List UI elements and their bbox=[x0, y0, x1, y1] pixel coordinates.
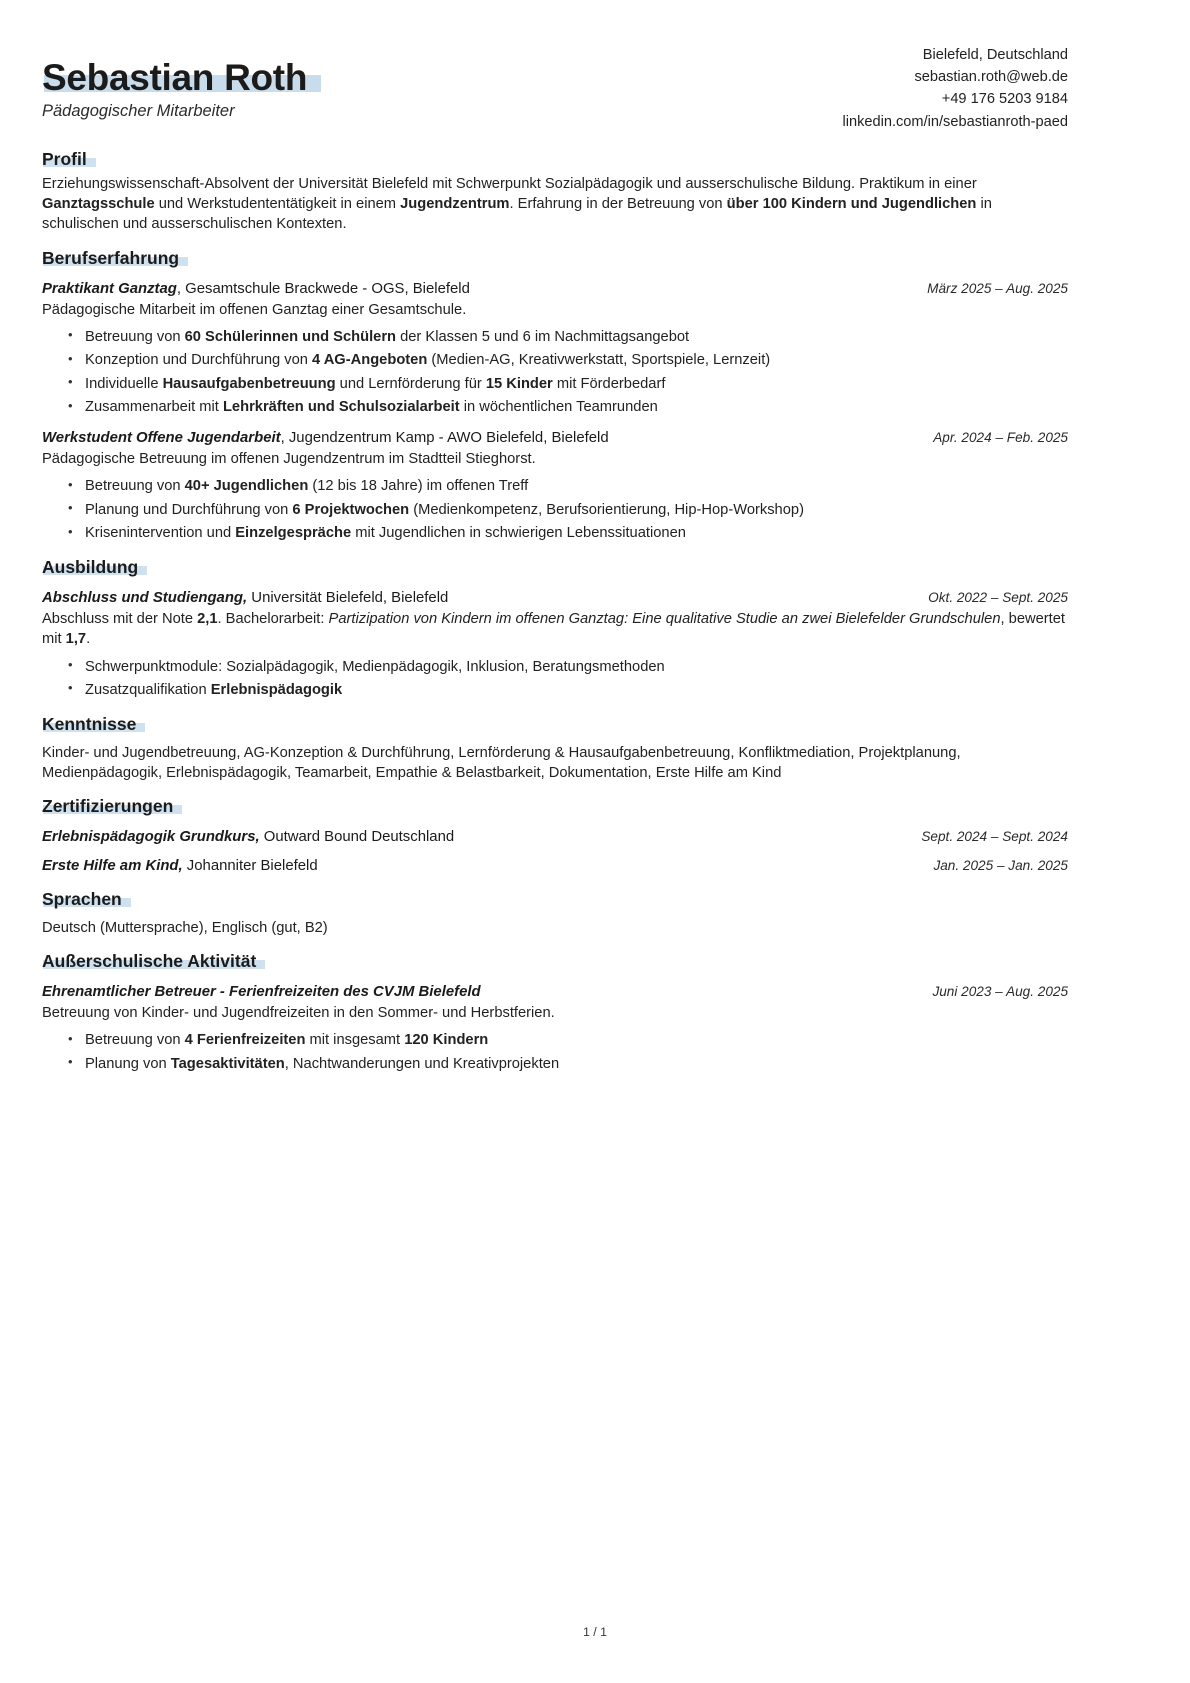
entry-role: Abschluss und Studiengang, bbox=[42, 589, 248, 606]
entry-title bbox=[42, 279, 470, 299]
text-run: mit Förderbedarf bbox=[552, 375, 666, 392]
emphasis-italic: Partizipation von Kindern im offenen Ganztag: Eine qualitative Studie an zwei Bielefelder Grundschulen bbox=[328, 611, 1001, 628]
section-title-kenntnisse: Kenntnisse bbox=[42, 713, 137, 734]
identity-block bbox=[42, 42, 307, 122]
contact-email[interactable]: sebastian.roth@web.de bbox=[914, 69, 1068, 86]
certification-name: Erste Hilfe am Kind, bbox=[42, 857, 183, 874]
bullet-item bbox=[68, 1054, 1068, 1075]
entry-header-row bbox=[42, 279, 1068, 299]
text-run: Krisenintervention und bbox=[85, 525, 236, 542]
entry-title bbox=[42, 982, 481, 1002]
text-run: Betreuung von bbox=[85, 328, 185, 345]
certification-date-range: Jan. 2025 – Jan. 2025 bbox=[933, 857, 1068, 873]
section-aktivitaet bbox=[42, 951, 1068, 1075]
section-ausbildung bbox=[42, 557, 1068, 701]
entry-role: Praktikant Ganztag bbox=[42, 280, 177, 297]
bullet-item bbox=[68, 1030, 1068, 1051]
emphasis-bold: Ganztagsschule bbox=[42, 195, 155, 212]
emphasis-bold: 2,1 bbox=[197, 611, 218, 628]
experience-entry-list bbox=[42, 279, 1068, 544]
bullet-item bbox=[68, 327, 1068, 348]
bullet-item bbox=[68, 500, 1068, 521]
emphasis-bold: 15 Kinder bbox=[485, 375, 553, 392]
text-run: mit insgesamt bbox=[305, 1032, 405, 1049]
kenntnisse-text: Kinder- und Jugendbetreuung, AG-Konzeption & Durchführung, Lernförderung & Hausaufgabenbetreuung, Konfliktmediation, Projektplanung, Medienpädagogik, Erlebnispädagogik, Teamarbeit, Empathie & Belastbarkeit, Dokumentation, Erste Hilfe am Kind bbox=[42, 744, 961, 782]
certification-row bbox=[42, 827, 1068, 847]
text-run: , Nachtwanderungen und Kreativprojekten bbox=[284, 1055, 560, 1072]
page-indicator: 1 / 1 bbox=[582, 1625, 608, 1639]
text-run: Erziehungswissenschaft-Absolvent der Universität Bielefeld mit Schwerpunkt Sozialpädagogik und ausserschulische Bildung. Praktikum in einer bbox=[42, 175, 977, 192]
bullet-list bbox=[42, 657, 1068, 701]
text-run: Planung und Durchführung von bbox=[85, 501, 293, 518]
entry-date-range: Juni 2023 – Aug. 2025 bbox=[932, 983, 1068, 999]
candidate-job-title: Pädagogischer Mitarbeiter bbox=[42, 101, 235, 120]
text-run: Konzeption und Durchführung von bbox=[85, 352, 312, 369]
certification-title bbox=[42, 827, 454, 847]
bullet-item bbox=[68, 350, 1068, 371]
emphasis-bold: Erlebnispädagogik bbox=[210, 681, 343, 698]
section-title-sprachen: Sprachen bbox=[42, 888, 122, 909]
text-run: und Werkstudententätigkeit in einem bbox=[154, 195, 401, 212]
entry-subtitle: Pädagogische Mitarbeit im offenen Ganztag einer Gesamtschule. bbox=[42, 301, 467, 318]
text-run: , bewertet mit bbox=[42, 611, 1065, 648]
bullet-list bbox=[42, 1030, 1068, 1074]
emphasis-bold: 4 Ferienfreizeiten bbox=[184, 1032, 306, 1049]
text-run: . Erfahrung in der Betreuung von bbox=[509, 195, 727, 212]
bullet-list bbox=[42, 327, 1068, 418]
text-run: . Bachelorarbeit: bbox=[217, 611, 329, 628]
bullet-list bbox=[42, 476, 1068, 544]
emphasis-bold: über 100 Kindern und Jugendlichen bbox=[726, 195, 977, 212]
emphasis-bold: Tagesaktivitäten bbox=[170, 1055, 285, 1072]
text-run: in schulischen und ausserschulischen Kontexten. bbox=[42, 195, 992, 233]
page-footer bbox=[0, 1625, 1190, 1639]
text-run: Betreuung von bbox=[85, 478, 185, 495]
contact-location: Bielefeld, Deutschland bbox=[922, 47, 1068, 63]
section-heading-wrapper bbox=[42, 714, 136, 735]
section-kenntnisse bbox=[42, 714, 1068, 784]
certification-name: Erlebnispädagogik Grundkurs, bbox=[42, 829, 260, 846]
emphasis-bold: 4 AG-Angeboten bbox=[312, 352, 428, 369]
resume-header bbox=[42, 42, 1068, 133]
bullet-item bbox=[68, 397, 1068, 418]
section-title-ausbildung: Ausbildung bbox=[42, 556, 139, 577]
text-run: Zusatzqualifikation bbox=[85, 681, 211, 698]
emphasis-bold: 120 Kindern bbox=[404, 1032, 489, 1049]
text-run: Schwerpunktmodule: Sozialpädagogik, Medienpädagogik, Inklusion, Beratungsmethoden bbox=[85, 658, 665, 675]
certification-title bbox=[42, 856, 318, 876]
entry-header-row bbox=[42, 588, 1068, 608]
emphasis-bold: 1,7 bbox=[65, 631, 87, 648]
profil-text bbox=[42, 174, 1068, 235]
section-title-zertifizierungen: Zertifizierungen bbox=[42, 796, 174, 817]
emphasis-bold: 6 Projektwochen bbox=[292, 501, 410, 518]
entry-header-row bbox=[42, 982, 1068, 1002]
resume-entry bbox=[42, 982, 1068, 1075]
text-run: und Lernförderung für bbox=[335, 375, 486, 392]
text-run: (12 bis 18 Jahre) im offenen Treff bbox=[308, 478, 529, 495]
emphasis-bold: Jugendzentrum bbox=[400, 195, 510, 212]
bullet-item bbox=[68, 657, 1068, 678]
bullet-item bbox=[68, 680, 1068, 701]
text-run: Abschluss mit der Note bbox=[42, 611, 198, 628]
entry-date-range: März 2025 – Aug. 2025 bbox=[927, 280, 1068, 296]
certification-list bbox=[42, 827, 1068, 875]
text-run: der Klassen 5 und 6 im Nachmittagsangebot bbox=[396, 328, 690, 345]
entry-title bbox=[42, 428, 609, 448]
entry-role: Werkstudent Offene Jugendarbeit bbox=[42, 429, 281, 446]
section-title-profil: Profil bbox=[42, 148, 87, 169]
text-run: Zusammenarbeit mit bbox=[85, 399, 223, 416]
entry-organization: , Gesamtschule Brackwede - OGS, Bielefeld bbox=[176, 280, 470, 297]
section-title-berufserfahrung: Berufserfahrung bbox=[42, 247, 180, 268]
entry-date-range: Apr. 2024 – Feb. 2025 bbox=[933, 429, 1068, 445]
section-heading-wrapper bbox=[42, 557, 138, 578]
resume-sheet bbox=[42, 42, 1068, 1077]
section-heading-wrapper bbox=[42, 889, 122, 910]
activity-entry-list bbox=[42, 982, 1068, 1075]
bullet-item bbox=[68, 476, 1068, 497]
bullet-item bbox=[68, 374, 1068, 395]
resume-entry bbox=[42, 428, 1068, 544]
section-zertifizierungen bbox=[42, 796, 1068, 875]
entry-title bbox=[42, 588, 448, 608]
section-sprachen bbox=[42, 889, 1068, 938]
candidate-name: Sebastian Roth bbox=[42, 57, 308, 98]
education-entry-list bbox=[42, 588, 1068, 701]
text-run: Betreuung von bbox=[85, 1032, 185, 1049]
section-title-aktivitaet: Außerschulische Aktivität bbox=[42, 950, 257, 971]
text-run: (Medien-AG, Kreativwerkstatt, Sportspiele, Lernzeit) bbox=[427, 352, 771, 369]
emphasis-bold: Einzelgespräche bbox=[235, 525, 352, 542]
text-run: . bbox=[86, 631, 91, 648]
resume-entry bbox=[42, 279, 1068, 418]
section-berufserfahrung bbox=[42, 248, 1068, 544]
emphasis-bold: Hausaufgabenbetreuung bbox=[162, 375, 336, 392]
entry-description bbox=[42, 609, 1068, 650]
section-heading-wrapper bbox=[42, 149, 87, 170]
entry-organization: Universität Bielefeld, Bielefeld bbox=[247, 589, 449, 606]
sprachen-text: Deutsch (Muttersprache), Englisch (gut, B2) bbox=[42, 919, 328, 936]
section-profil bbox=[42, 149, 1068, 235]
section-heading-wrapper bbox=[42, 248, 179, 269]
entry-subtitle: Pädagogische Betreuung im offenen Jugendzentrum im Stadtteil Stieghorst. bbox=[42, 451, 536, 468]
certification-date-range: Sept. 2024 – Sept. 2024 bbox=[921, 829, 1068, 845]
bullet-item bbox=[68, 523, 1068, 544]
emphasis-bold: 60 Schülerinnen und Schülern bbox=[184, 328, 397, 345]
text-run: Individuelle bbox=[85, 375, 163, 392]
text-run: (Medienkompetenz, Berufsorientierung, Hip-Hop-Workshop) bbox=[409, 501, 804, 518]
certification-issuer: Outward Bound Deutschland bbox=[259, 829, 455, 846]
certification-issuer: Johanniter Bielefeld bbox=[182, 857, 318, 874]
section-heading-wrapper bbox=[42, 951, 256, 972]
contact-linkedin[interactable]: linkedin.com/in/sebastianroth-paed bbox=[842, 113, 1068, 130]
text-run: Planung von bbox=[85, 1055, 171, 1072]
emphasis-bold: 40+ Jugendlichen bbox=[184, 478, 309, 495]
contact-phone[interactable]: +49 176 5203 9184 bbox=[941, 91, 1068, 108]
text-run: mit Jugendlichen in schwierigen Lebenssituationen bbox=[351, 525, 686, 542]
entry-role: Ehrenamtlicher Betreuer - Ferienfreizeiten des CVJM Bielefeld bbox=[42, 983, 481, 1000]
entry-date-range: Okt. 2022 – Sept. 2025 bbox=[928, 589, 1068, 605]
resume-entry bbox=[42, 588, 1068, 701]
name-wrapper bbox=[42, 58, 307, 98]
contact-block bbox=[842, 42, 1068, 133]
certification-row bbox=[42, 856, 1068, 876]
text-run: in wöchentlichen Teamrunden bbox=[459, 399, 658, 416]
entry-organization: , Jugendzentrum Kamp - AWO Bielefeld, Bielefeld bbox=[280, 429, 609, 446]
entry-header-row bbox=[42, 428, 1068, 448]
emphasis-bold: Lehrkräften und Schulsozialarbeit bbox=[222, 399, 460, 416]
section-heading-wrapper bbox=[42, 796, 173, 817]
entry-subtitle: Betreuung von Kinder- und Jugendfreizeiten in den Sommer- und Herbstferien. bbox=[42, 1005, 555, 1022]
